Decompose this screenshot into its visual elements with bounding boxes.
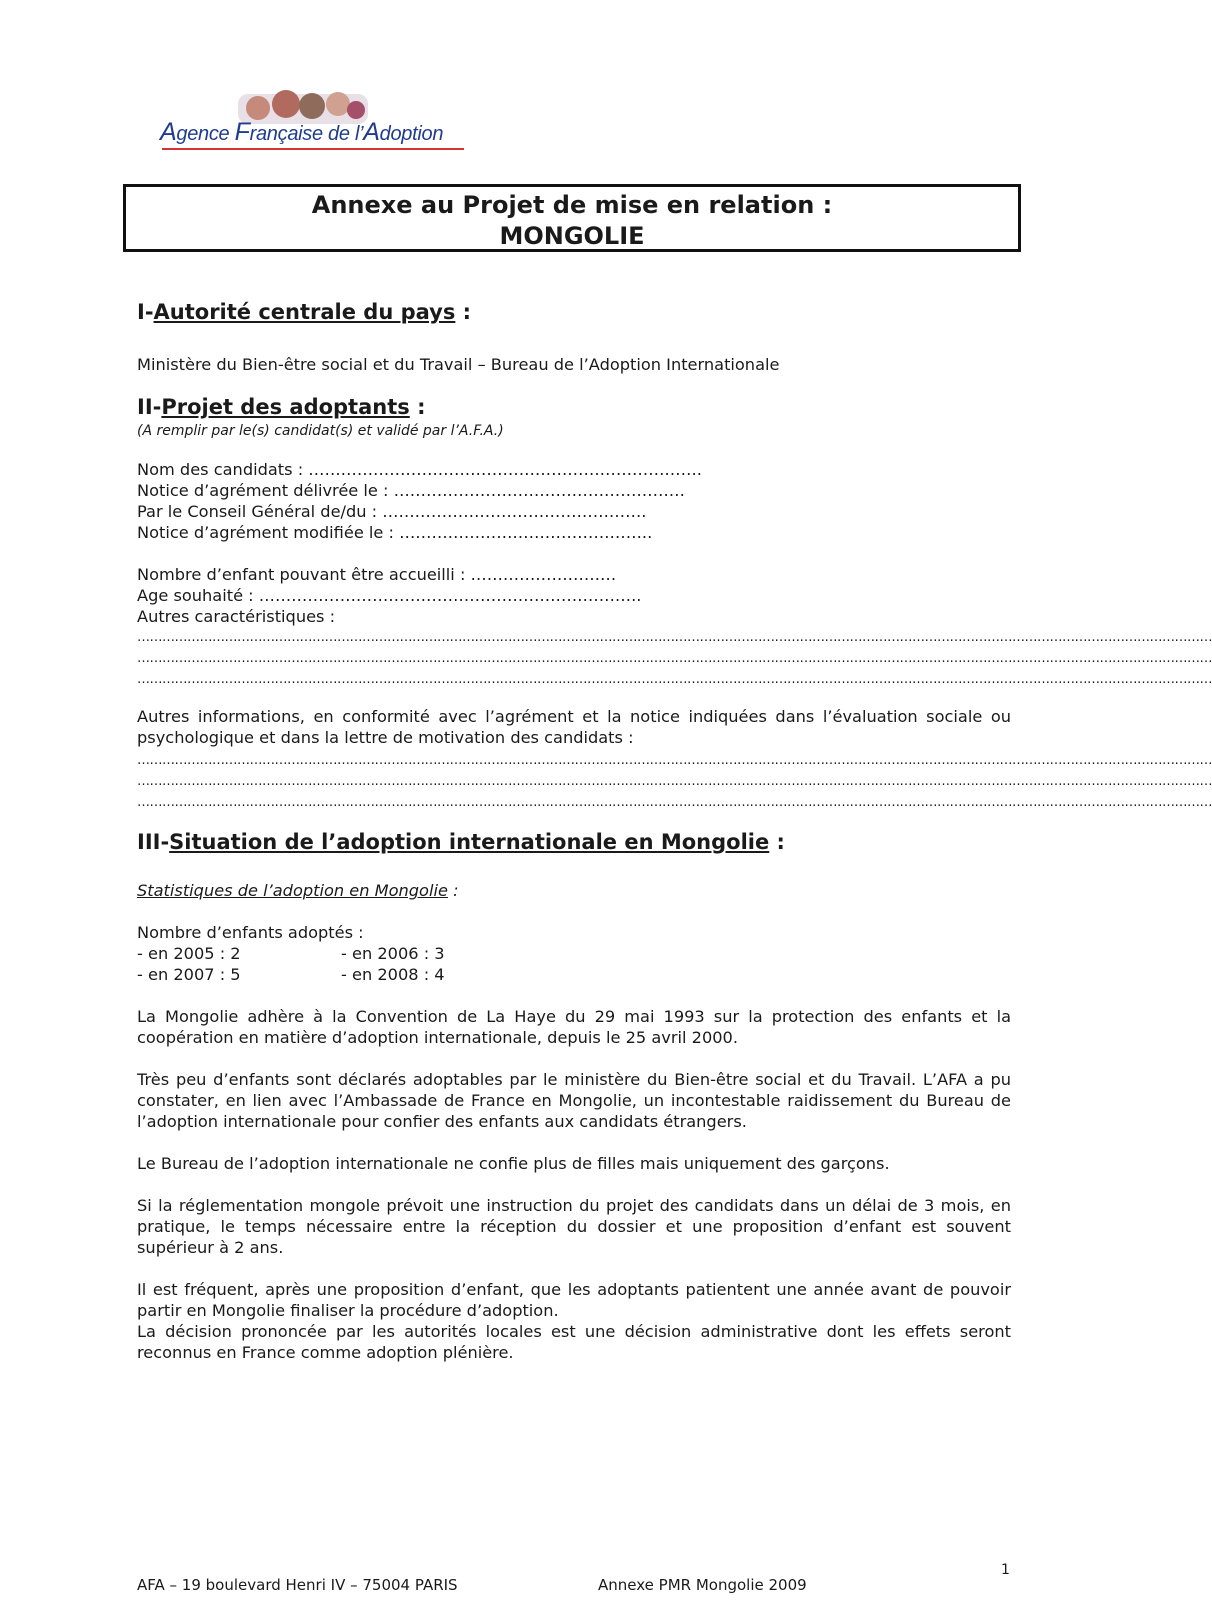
paragraph-delays: Si la réglementation mongole prévoit une instruction du projet des candidats dans un délai de 3 mois, en pratique, le temps nécessaire entre la réception du dossier et une proposition d’enfant est souvent supérieur à 2 ans.: [137, 1196, 1011, 1257]
section-2-note: (A remplir par le(s) candidat(s) et validé par l’A.F.A.): [137, 423, 504, 439]
paragraph-decision: La décision prononcée par les autorités locales est une décision administrative dont les effets seront reconnus en France comme adoption plénière.: [137, 1322, 1011, 1362]
field-children-count: Nombre d’enfant pouvant être accueilli : ………………………: [137, 565, 617, 584]
dotted-line: ……………………………………………………………………………………………………………………………………………………………………………………………………………………………………: [137, 651, 1212, 666]
field-agrement-date: Notice d’agrément délivrée le : ………………………………………………: [137, 481, 685, 500]
field-conseil-general: Par le Conseil Général de/du : ………………………………………….: [137, 502, 647, 521]
footer-address: AFA – 19 boulevard Henri IV – 75004 PARIS: [137, 1576, 458, 1594]
field-agrement-modified: Notice d’agrément modifiée le : ………………………………………..: [137, 523, 653, 542]
field-other-characteristics: Autres caractéristiques :: [137, 607, 336, 626]
paragraph-hague-convention: La Mongolie adhère à la Convention de La Haye du 29 mai 1993 sur la protection des enfants et la coopération en matière d’adoption internationale, depuis le 25 avril 2000.: [137, 1007, 1011, 1047]
page-number: 1: [1001, 1562, 1010, 1578]
section-1-heading: I-Autorité centrale du pays :: [137, 300, 472, 324]
dotted-line: ……………………………………………………………………………………………………………………………………………………………………………………………………………………………………: [137, 630, 1212, 645]
field-candidates-name: Nom des candidats : ……………………………………………………………….: [137, 460, 702, 479]
title-line-2: MONGOLIE: [499, 222, 645, 250]
stat-2007: - en 2007 : 5: [137, 965, 241, 984]
stat-2006: - en 2006 : 3: [341, 944, 445, 963]
stats-subheading: Statistiques de l’adoption en Mongolie :: [137, 881, 459, 900]
title-line-1: Annexe au Projet de mise en relation :: [311, 191, 833, 219]
central-authority-text: Ministère du Bien-être social et du Travail – Bureau de l’Adoption Internationale: [137, 355, 780, 374]
paragraph-waiting-year: Il est fréquent, après une proposition d’enfant, que les adoptants patientent une année avant de pouvoir partir en Mongolie finaliser la procédure d’adoption.: [137, 1280, 1011, 1320]
dotted-line: ……………………………………………………………………………………………………………………………………………………………………………………………………………………………………: [137, 774, 1212, 789]
dotted-line: ……………………………………………………………………………………………………………………………………………………………………………………………………………………………………: [137, 753, 1212, 768]
logo-text: Agence Française de l’Adoption: [160, 118, 444, 146]
dotted-line: ……………………………………………………………………………………………………………………………………………………………………………………………………………………………………: [137, 672, 1212, 687]
document-title-box: [123, 184, 1021, 252]
logo-underline: [162, 148, 464, 150]
section-2-heading: II-Projet des adoptants :: [137, 395, 426, 419]
stats-intro: Nombre d’enfants adoptés :: [137, 923, 364, 942]
afa-logo: [160, 86, 470, 156]
stat-2005: - en 2005 : 2: [137, 944, 241, 963]
paragraph-few-children: Très peu d’enfants sont déclarés adoptables par le ministère du Bien-être social et du Travail. L’AFA a pu constater, en lien avec l’Ambassade de France en Mongolie, un incontestable raidissement du Bureau de l’adoption internationale pour confier des enfants aux candidats étrangers.: [137, 1070, 1011, 1131]
other-info-text: Autres informations, en conformité avec l’agrément et la notice indiquées dans l’évaluation sociale ou psychologique et dans la lettre de motivation des candidats :: [137, 707, 1011, 747]
footer-document-name: Annexe PMR Mongolie 2009: [598, 1576, 807, 1594]
field-age-wished: Age souhaité : ……………………………………………………………..: [137, 586, 642, 605]
section-3-heading: III-Situation de l’adoption internationale en Mongolie :: [137, 830, 785, 854]
dotted-line: ……………………………………………………………………………………………………………………………………………………………………………………………………………………………………: [137, 795, 1212, 810]
paragraph-boys-only: Le Bureau de l’adoption internationale ne confie plus de filles mais uniquement des garçons.: [137, 1154, 890, 1173]
stat-2008: - en 2008 : 4: [341, 965, 445, 984]
